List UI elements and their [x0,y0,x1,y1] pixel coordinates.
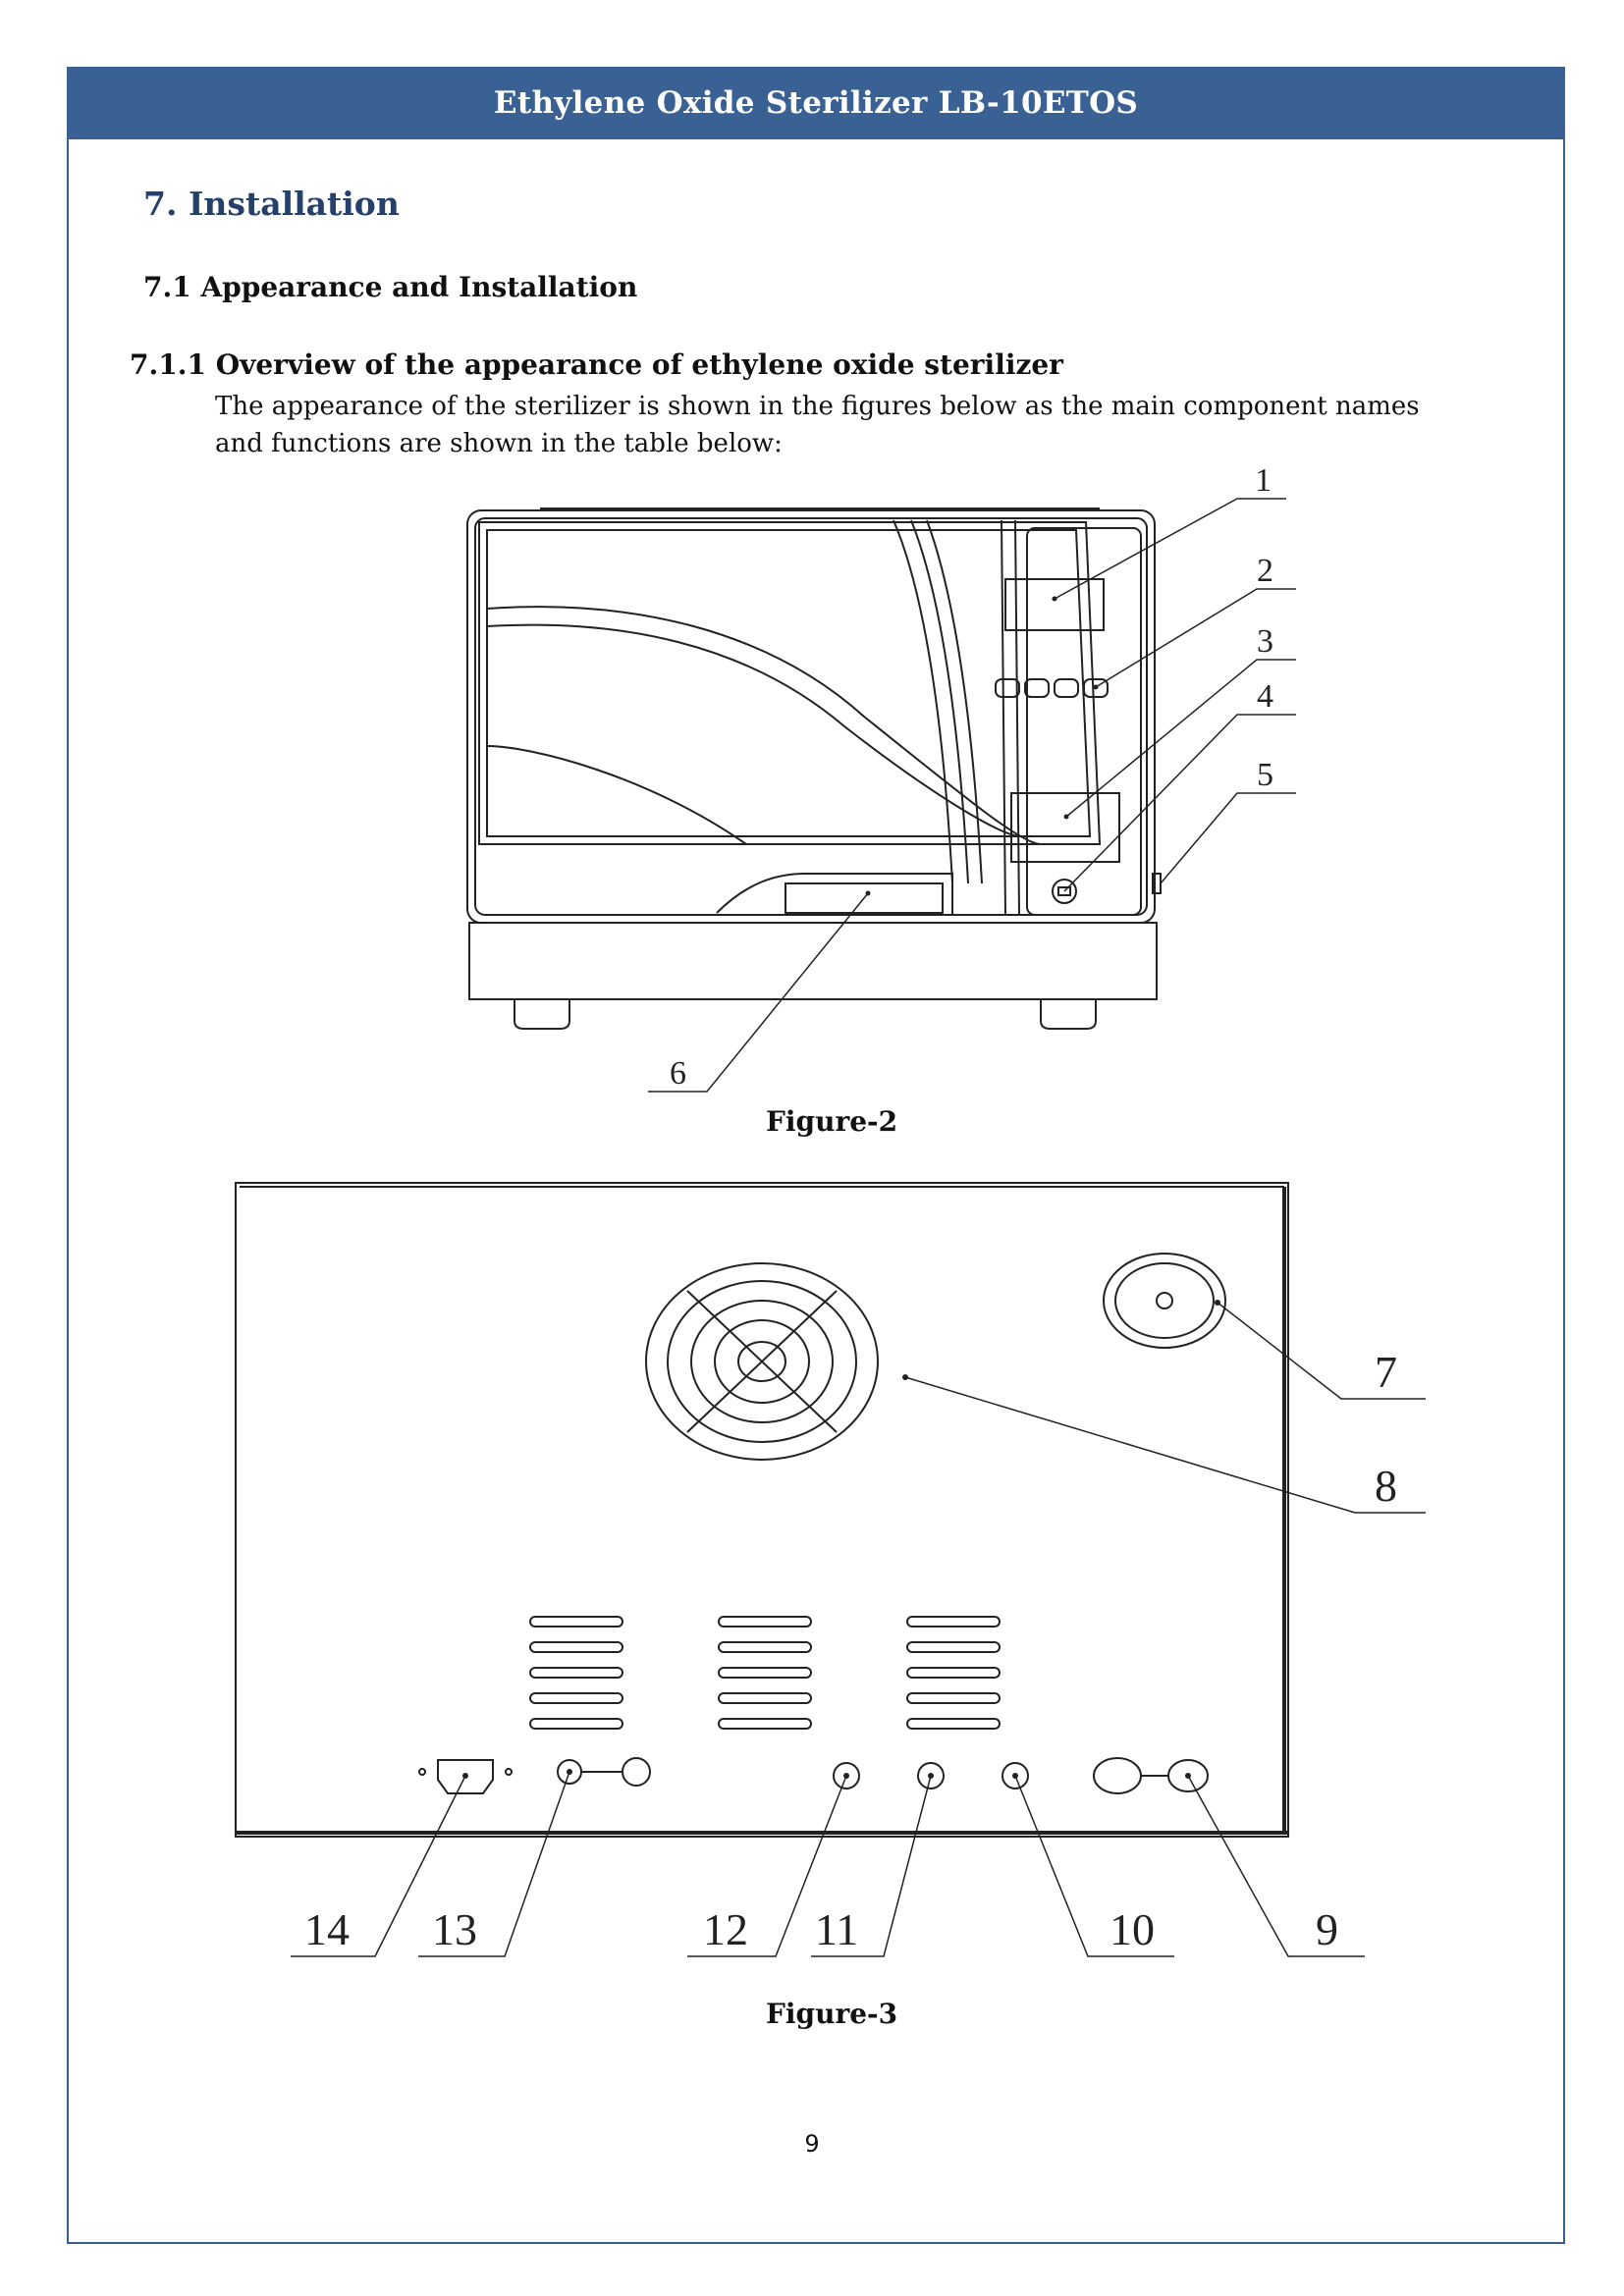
callout-12: 12 [703,1904,748,1954]
callout-14: 14 [304,1904,350,1954]
figure-2-caption: Figure-2 [766,1105,898,1138]
vent-slots [530,1617,1000,1729]
callout-13: 13 [432,1904,477,1954]
intro-line-1: The appearance of the sterilizer is shown in the figures below as the main component names [215,392,1420,421]
figure-2-front-view [452,452,1316,1109]
section-heading: 7. Installation [143,185,400,223]
document-title: Ethylene Oxide Sterilizer LB-10ETOS [493,85,1139,121]
callout-5: 5 [1257,757,1273,793]
callout-11: 11 [815,1904,859,1954]
callout-1: 1 [1255,462,1272,499]
intro-line-2: and functions are shown in the table below: [215,429,783,458]
page-number: 9 [804,2130,820,2158]
callout-2: 2 [1257,553,1273,589]
callout-7: 7 [1375,1347,1397,1397]
callout-8: 8 [1375,1461,1397,1511]
subsubsection-heading: 7.1.1 Overview of the appearance of ethylene oxide sterilizer [130,348,1063,381]
figure-3-rear-view [226,1173,1443,1978]
callout-9: 9 [1316,1904,1338,1954]
subsection-heading: 7.1 Appearance and Installation [143,271,638,303]
document-header [67,67,1565,139]
figure-3-caption: Figure-3 [766,1998,898,2030]
callout-4: 4 [1257,678,1273,715]
callout-10: 10 [1110,1904,1155,1954]
callout-3: 3 [1257,623,1273,660]
callout-6: 6 [670,1055,686,1092]
